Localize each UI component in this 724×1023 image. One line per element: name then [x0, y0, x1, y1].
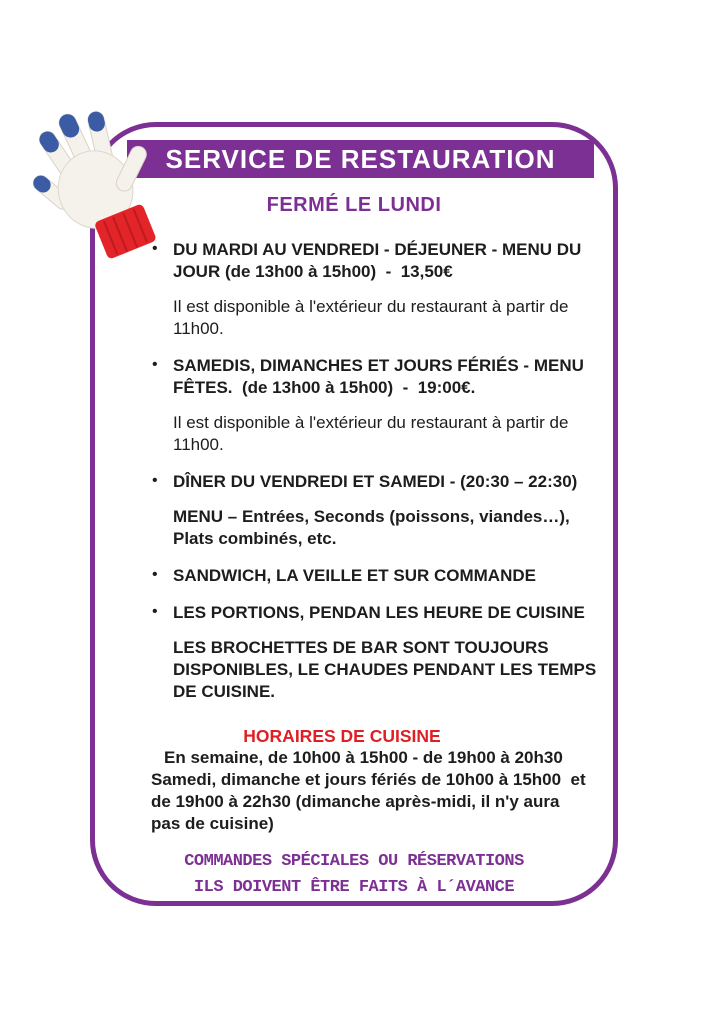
- item-note: Il est disponible à l'extérieur du restaurant à partir de 11h00.: [173, 297, 574, 338]
- menu-card: [90, 122, 618, 906]
- item-title: • SAMEDIS, DIMANCHES ET JOURS FÉRIÉS - MENU FÊTES. (de 13h00 à 15h00) - 19:00€.: [173, 356, 589, 397]
- french-flag-glove-hand-icon: [32, 104, 168, 270]
- item-note: LES BROCHETTES DE BAR SONT TOUJOURS DISPONIBLES, LE CHAUDES PENDANT LES TEMPS DE CUISINE.: [173, 638, 601, 701]
- kitchen-hours-line: En semaine, de 10h00 à 15h00 - de 19h00 à 20h30: [164, 748, 563, 767]
- reservations-footer: [95, 849, 613, 901]
- list-item: [173, 355, 613, 456]
- title-bar: [127, 140, 594, 178]
- footer-line: COMMANDES SPÉCIALES OU RÉSERVATIONS: [184, 852, 524, 871]
- item-title: • DÎNER DU VENDREDI ET SAMEDI - (20:30 – 22:30): [173, 472, 578, 491]
- item-title: • DU MARDI AU VENDREDI - DÉJEUNER - MENU DU JOUR (de 13h00 à 15h00) - 13,50€: [173, 240, 587, 281]
- item-title: • SANDWICH, LA VEILLE ET SUR COMMANDE: [173, 566, 536, 585]
- item-note: Il est disponible à l'extérieur du restaurant à partir de 11h00.: [173, 413, 574, 454]
- closed-monday-subtitle: FERMÉ LE LUNDI: [266, 194, 442, 216]
- kitchen-hours-section: [151, 725, 613, 835]
- list-item: [173, 471, 613, 550]
- item-note: MENU – Entrées, Seconds (poissons, viandes…), Plats combinés, etc.: [173, 507, 575, 548]
- list-item: [173, 565, 613, 587]
- list-item: [173, 602, 613, 703]
- footer-line: ILS DOIVENT ÊTRE FAITS À L´AVANCE: [193, 878, 515, 897]
- item-title: • LES PORTIONS, PENDAN LES HEURE DE CUISINE: [173, 603, 585, 622]
- kitchen-hours-heading: HORAIRES DE CUISINE: [243, 726, 441, 746]
- kitchen-hours-line: de 19h00 à 22h30 (dimanche après-midi, il n'y aura: [151, 792, 560, 811]
- menu-list: [95, 239, 613, 703]
- kitchen-hours-line: Samedi, dimanche et jours fériés de 10h00 à 15h00 et: [151, 770, 586, 789]
- page-title: SERVICE DE RESTAURATION: [165, 143, 556, 174]
- list-item: [173, 239, 613, 340]
- kitchen-hours-line: pas de cuisine): [151, 814, 274, 833]
